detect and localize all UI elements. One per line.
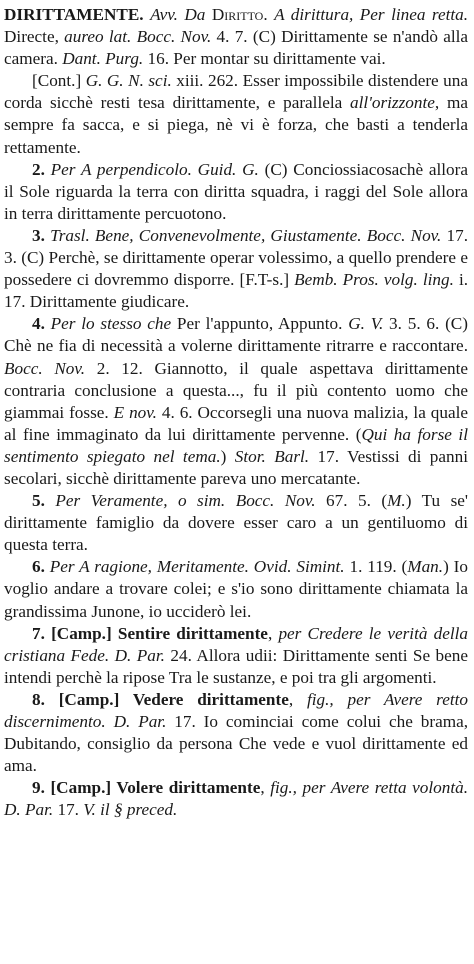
text-span: 17. <box>53 800 84 820</box>
citation-text: xiii. 262. Esser impossibile distendere una corda sicchè resti tesa dirittamente, e parallela <box>4 71 469 113</box>
citation-text: , ma sempre fa sacca, e si piega, nè vi è forza, che basti a tenderla rettamente. <box>4 93 468 157</box>
citation-source: Bemb. Pros. volg. ling. <box>294 270 454 290</box>
sense-number: 9. [Camp.] <box>32 778 117 798</box>
text-span: ) <box>220 446 235 466</box>
citation-text: 4. 6. Occorsegli una nuova malizia, la quale al fine immaginato da lui dirittamente pervenne. ( <box>4 402 468 444</box>
citation-text: 4. 7. (C) Dirittamente se n'andò alla camera. <box>4 27 469 69</box>
sense-number: 2. <box>32 159 51 179</box>
definition: Per lo stesso che <box>50 314 172 334</box>
entry-sense-cont <box>4 70 468 158</box>
citation-text: 17. Vestissi di panni secolari, sicchè dirittamente pareva uno mercatante. <box>4 446 468 488</box>
citation-source: E nov. <box>113 402 157 422</box>
citation-text: 2. 12. Giannotto, il quale aspettava dirittamente contraria conclusione a questa..., fu il più contento uomo che giammai fosse. <box>4 358 468 422</box>
citation-source: Man. <box>407 557 444 577</box>
citation-text: 3. 5. 6. (C) Chè ne fia di necessità a volerne dirittamente ritrarre e raccontare. <box>4 314 468 356</box>
citation-text: ) Tu se' dirittamente famiglio da dovere esser caro a un gentiluomo di questa terra. <box>4 491 468 555</box>
entry-sense-3 <box>4 225 468 313</box>
sense-number: 5. <box>32 491 56 511</box>
sense-number: 4. <box>32 314 51 334</box>
sense-number: 6. <box>32 557 50 577</box>
citation-source: aureo lat. Bocc. Nov. <box>64 27 212 47</box>
phrase: Volere dirittamente <box>116 778 261 798</box>
citation-text: ) Io voglio andare a trovare colei; e s'io sono dirittamente chiamata la grandissima Junone, io ucciderò lei. <box>4 557 468 621</box>
sense-number: 8. [Camp.] <box>32 689 133 709</box>
definition: per Credere le verità della cristiana Fede. D. Par. <box>4 623 469 665</box>
entry-headword-paragraph <box>4 4 468 70</box>
entry-sense-9 <box>4 777 468 821</box>
definition: Per Veramente, o sim. Bocc. Nov. <box>55 491 316 511</box>
text-span: [Cont.] <box>32 71 86 91</box>
citation-source: M. <box>387 491 406 511</box>
citation-source: Bocc. Nov. <box>4 358 86 378</box>
citation-source: Dant. Purg. <box>62 49 144 69</box>
entry-sense-5 <box>4 490 468 556</box>
definition: fig., per Avere retto discernimento. D. Par. <box>4 689 468 731</box>
text-span: Avv. Da <box>150 5 212 24</box>
text-span: , <box>260 778 271 798</box>
definition: Per A perpendicolo. Guid. G. <box>50 159 259 179</box>
sense-number: 3. <box>32 225 51 245</box>
citation-source: Stor. Barl. <box>234 446 310 466</box>
entry-sense-2 <box>4 159 468 225</box>
cross-reference: V. il § preced. <box>83 800 178 820</box>
phrase: Sentire dirittamente <box>117 623 268 643</box>
sense-number: 7. [Camp.] <box>32 623 118 643</box>
editorial-note: Qui ha forse il sentimento spiegato nel tema. <box>4 424 468 466</box>
entry-sense-6 <box>4 556 468 622</box>
text-span: Per l'appunto, Appunto. <box>171 314 349 334</box>
definition: Trasl. Bene, Convenevolmente, Giustamente. Bocc. Nov. <box>50 225 442 245</box>
entry-sense-7 <box>4 623 468 689</box>
citation-source: G. G. N. sci. <box>85 71 172 91</box>
citation-text: 16. Per montar su dirittamente vai. <box>143 49 386 69</box>
text-span: all'orizzonte <box>350 93 435 113</box>
definition: Per A ragione, Meritamente. Ovid. Simint. <box>49 557 345 577</box>
entry-sense-4 <box>4 313 468 490</box>
text-span: 67. 5. ( <box>315 491 388 511</box>
citation-text: i. 17. Dirittamente giudicare. <box>4 270 469 312</box>
phrase: Vedere dirittamente <box>132 689 289 709</box>
citation-text: (C) Conciossiacosachè allora il Sole riguarda la terra con diritta squadra, i raggi del Sole allora in terra dirittamente percuotono. <box>4 159 469 223</box>
text-span: , <box>288 689 307 709</box>
text-span: 1. 119. ( <box>344 557 408 577</box>
headword: DIRITTAMENTE. <box>4 5 144 24</box>
definition: A dirittura, Per linea retta. <box>274 5 469 24</box>
text-span: . <box>263 5 275 24</box>
citation-text: 17. Io cominciai come colui che brama, Dubitando, consiglio da persona Che vede e vuol dirittamente ed ama. <box>4 712 468 776</box>
entry-sense-8 <box>4 689 468 777</box>
text-span: , <box>267 623 279 643</box>
citation-text: 24. Allora udii: Dirittamente senti Se bene intendi perchè la ripose Tra le sustanze, e poi tra gli argomenti. <box>4 645 469 687</box>
definition: fig., per Avere retta volontà. D. Par. <box>4 778 468 820</box>
cross-reference: Diritto <box>211 5 264 24</box>
citation-source: G. V. <box>348 314 384 334</box>
text-span: Directe, <box>4 27 65 47</box>
citation-text: 17. 3. (C) Perchè, se dirittamente operar volessimo, a quello prendere e possedere ci dovremmo disporre. [F.T-s.] <box>4 225 469 290</box>
